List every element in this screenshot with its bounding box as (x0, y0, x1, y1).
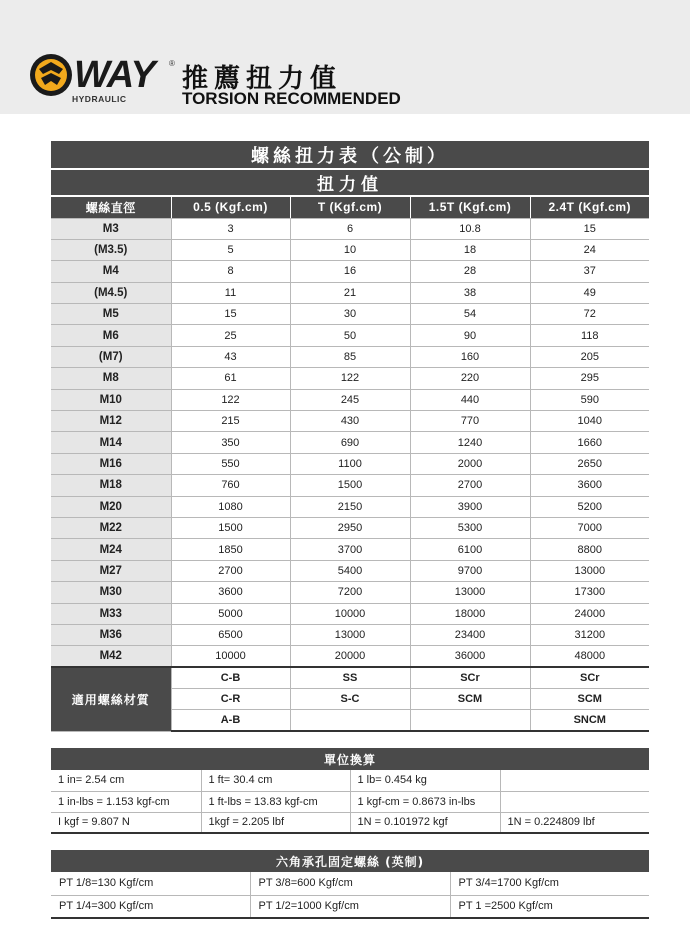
table-row (51, 812, 649, 833)
page-title-english: TORSION RECOMMENDED (182, 89, 401, 108)
screw-size: M18 (51, 475, 171, 496)
conversion-cell: 1kgf = 2.205 lbf (201, 812, 350, 833)
torque-value: 1080 (171, 496, 290, 517)
pt-table-title: 六角承孔固定螺絲 (英制) (51, 850, 649, 872)
table-row (51, 325, 649, 346)
torque-value: 54 (410, 304, 530, 325)
material-value: SCr (410, 667, 530, 688)
table-row (51, 791, 649, 812)
torque-value: 16 (290, 261, 410, 282)
torque-value: 3900 (410, 496, 530, 517)
torque-value: 1660 (530, 432, 649, 453)
material-value (290, 710, 410, 731)
torque-value: 160 (410, 346, 530, 367)
conversion-cell: I kgf = 9.807 N (51, 812, 201, 833)
table-row (51, 239, 649, 260)
torque-value: 1240 (410, 432, 530, 453)
pt-screw-table (51, 850, 649, 919)
torque-value: 10 (290, 239, 410, 260)
torque-value: 5 (171, 239, 290, 260)
unit-conversion-table (51, 748, 649, 834)
screw-size: M20 (51, 496, 171, 517)
table-row (51, 453, 649, 474)
conversion-cell (500, 791, 649, 812)
screw-size: (M4.5) (51, 282, 171, 303)
torque-value: 430 (290, 411, 410, 432)
torque-value: 2150 (290, 496, 410, 517)
torque-value: 6100 (410, 539, 530, 560)
material-value (410, 710, 530, 731)
torque-value: 122 (290, 368, 410, 389)
torque-value: 205 (530, 346, 649, 367)
pt-cell: PT 1 =2500 Kgf/cm (450, 895, 649, 918)
torque-value: 50 (290, 325, 410, 346)
material-value: SCM (530, 689, 649, 710)
screw-size: M8 (51, 368, 171, 389)
way-hydraulic-logo (28, 52, 176, 108)
torque-value: 24 (530, 239, 649, 260)
logo-wordmark: WAY (74, 54, 155, 96)
table-row (51, 475, 649, 496)
pt-cell: PT 3/8=600 Kgf/cm (250, 872, 450, 895)
torque-value: 350 (171, 432, 290, 453)
torque-value: 24000 (530, 603, 649, 624)
table-row (51, 872, 649, 895)
material-value: C-B (171, 667, 290, 688)
torque-value: 10.8 (410, 218, 530, 239)
table-row (51, 624, 649, 645)
torque-value: 13000 (290, 624, 410, 645)
conversion-cell: 1N = 0.224809 lbf (500, 812, 649, 833)
torque-value: 440 (410, 389, 530, 410)
torque-value: 2000 (410, 453, 530, 474)
pt-cell: PT 1/4=300 Kgf/cm (51, 895, 250, 918)
material-value: S-C (290, 689, 410, 710)
pt-cell: PT 1/2=1000 Kgf/cm (250, 895, 450, 918)
torque-value: 295 (530, 368, 649, 389)
torque-value: 10000 (290, 603, 410, 624)
table-row (51, 411, 649, 432)
table-row (51, 603, 649, 624)
pt-cell: PT 1/8=130 Kgf/cm (51, 872, 250, 895)
torque-value: 245 (290, 389, 410, 410)
torque-value: 85 (290, 346, 410, 367)
table-row (51, 646, 649, 667)
torque-value: 5300 (410, 517, 530, 538)
conversion-cell: 1 kgf-cm = 0.8673 in-lbs (350, 791, 500, 812)
torque-table-subtitle: 扭力值 (51, 169, 649, 196)
table-row (51, 895, 649, 918)
torque-value: 30 (290, 304, 410, 325)
torque-value: 3 (171, 218, 290, 239)
screw-size: M27 (51, 560, 171, 581)
torque-value: 23400 (410, 624, 530, 645)
logo-emblem-icon (28, 52, 74, 98)
material-value: SCr (530, 667, 649, 688)
screw-size: M22 (51, 517, 171, 538)
torque-value: 8800 (530, 539, 649, 560)
torque-value: 48000 (530, 646, 649, 667)
screw-size: M5 (51, 304, 171, 325)
torque-value: 25 (171, 325, 290, 346)
torque-value: 1850 (171, 539, 290, 560)
table-row (51, 368, 649, 389)
torque-value: 61 (171, 368, 290, 389)
pt-cell: PT 3/4=1700 Kgf/cm (450, 872, 649, 895)
torque-value: 2700 (410, 475, 530, 496)
torque-value: 1040 (530, 411, 649, 432)
conversion-cell: 1 ft-lbs = 13.83 kgf-cm (201, 791, 350, 812)
column-header: 2.4T (Kgf.cm) (530, 196, 649, 218)
registered-mark: ® (169, 59, 175, 68)
screw-size: M42 (51, 646, 171, 667)
table-row (51, 582, 649, 603)
page-title-chinese: 推薦扭力值 (182, 64, 343, 94)
torque-value: 36000 (410, 646, 530, 667)
table-row (51, 261, 649, 282)
torque-value: 8 (171, 261, 290, 282)
screw-size: M12 (51, 411, 171, 432)
table-row (51, 389, 649, 410)
torque-value: 3600 (530, 475, 649, 496)
screw-size: M3 (51, 218, 171, 239)
conversion-cell: 1 in= 2.54 cm (51, 770, 201, 791)
screw-size: M24 (51, 539, 171, 560)
table-row (51, 218, 649, 239)
conversion-cell (500, 770, 649, 791)
torque-value: 5400 (290, 560, 410, 581)
material-value: SCM (410, 689, 530, 710)
logo-subtitle: HYDRAULIC (72, 94, 127, 104)
screw-size: M16 (51, 453, 171, 474)
screw-size: M4 (51, 261, 171, 282)
torque-value: 72 (530, 304, 649, 325)
torque-value: 550 (171, 453, 290, 474)
torque-value: 17300 (530, 582, 649, 603)
screw-size: M14 (51, 432, 171, 453)
torque-value: 1500 (171, 517, 290, 538)
torque-value: 13000 (410, 582, 530, 603)
table-row (51, 282, 649, 303)
column-header: 0.5 (Kgf.cm) (171, 196, 290, 218)
column-header: 螺絲直徑 (51, 196, 171, 218)
screw-size: M10 (51, 389, 171, 410)
torque-table-title: 螺絲扭力表（公制） (51, 141, 649, 169)
material-row (51, 667, 649, 688)
table-row (51, 496, 649, 517)
table-row (51, 770, 649, 791)
screw-size: M30 (51, 582, 171, 603)
torque-value: 770 (410, 411, 530, 432)
conversion-cell: 1 ft= 30.4 cm (201, 770, 350, 791)
torque-value: 90 (410, 325, 530, 346)
torque-value: 2950 (290, 517, 410, 538)
torque-value: 43 (171, 346, 290, 367)
torque-value: 11 (171, 282, 290, 303)
material-value: C-R (171, 689, 290, 710)
torque-value: 28 (410, 261, 530, 282)
torque-value: 10000 (171, 646, 290, 667)
screw-size: (M7) (51, 346, 171, 367)
torque-value: 1500 (290, 475, 410, 496)
torque-value: 38 (410, 282, 530, 303)
torque-value: 1100 (290, 453, 410, 474)
material-label: 適用螺絲材質 (51, 667, 171, 731)
torque-value: 21 (290, 282, 410, 303)
torque-value: 122 (171, 389, 290, 410)
conversion-title: 單位換算 (51, 748, 649, 770)
material-value: SNCM (530, 710, 649, 731)
screw-size: M33 (51, 603, 171, 624)
torque-value: 15 (171, 304, 290, 325)
screw-size: M36 (51, 624, 171, 645)
torque-column-headers (51, 196, 649, 218)
table-row (51, 432, 649, 453)
torque-value: 6 (290, 218, 410, 239)
torque-value: 18000 (410, 603, 530, 624)
table-row (51, 346, 649, 367)
conversion-cell: 1 in-lbs = 1.153 kgf-cm (51, 791, 201, 812)
table-row (51, 560, 649, 581)
torque-value: 7200 (290, 582, 410, 603)
torque-value: 5200 (530, 496, 649, 517)
torque-value: 690 (290, 432, 410, 453)
torque-value: 15 (530, 218, 649, 239)
torque-value: 215 (171, 411, 290, 432)
table-row (51, 517, 649, 538)
torque-value: 760 (171, 475, 290, 496)
torque-value: 3700 (290, 539, 410, 560)
page-header (0, 0, 690, 114)
material-value: A-B (171, 710, 290, 731)
torque-value: 20000 (290, 646, 410, 667)
screw-size: M6 (51, 325, 171, 346)
torque-value: 5000 (171, 603, 290, 624)
torque-value: 2700 (171, 560, 290, 581)
column-header: T (Kgf.cm) (290, 196, 410, 218)
torque-table (51, 141, 649, 732)
torque-value: 2650 (530, 453, 649, 474)
torque-value: 118 (530, 325, 649, 346)
torque-value: 13000 (530, 560, 649, 581)
material-value: SS (290, 667, 410, 688)
column-header: 1.5T (Kgf.cm) (410, 196, 530, 218)
torque-value: 18 (410, 239, 530, 260)
screw-size: (M3.5) (51, 239, 171, 260)
torque-value: 9700 (410, 560, 530, 581)
torque-value: 6500 (171, 624, 290, 645)
torque-value: 590 (530, 389, 649, 410)
table-row (51, 539, 649, 560)
torque-value: 3600 (171, 582, 290, 603)
torque-value: 7000 (530, 517, 649, 538)
torque-value: 37 (530, 261, 649, 282)
torque-value: 49 (530, 282, 649, 303)
conversion-cell: 1 lb= 0.454 kg (350, 770, 500, 791)
table-row (51, 304, 649, 325)
torque-value: 220 (410, 368, 530, 389)
conversion-cell: 1N = 0.101972 kgf (350, 812, 500, 833)
torque-value: 31200 (530, 624, 649, 645)
